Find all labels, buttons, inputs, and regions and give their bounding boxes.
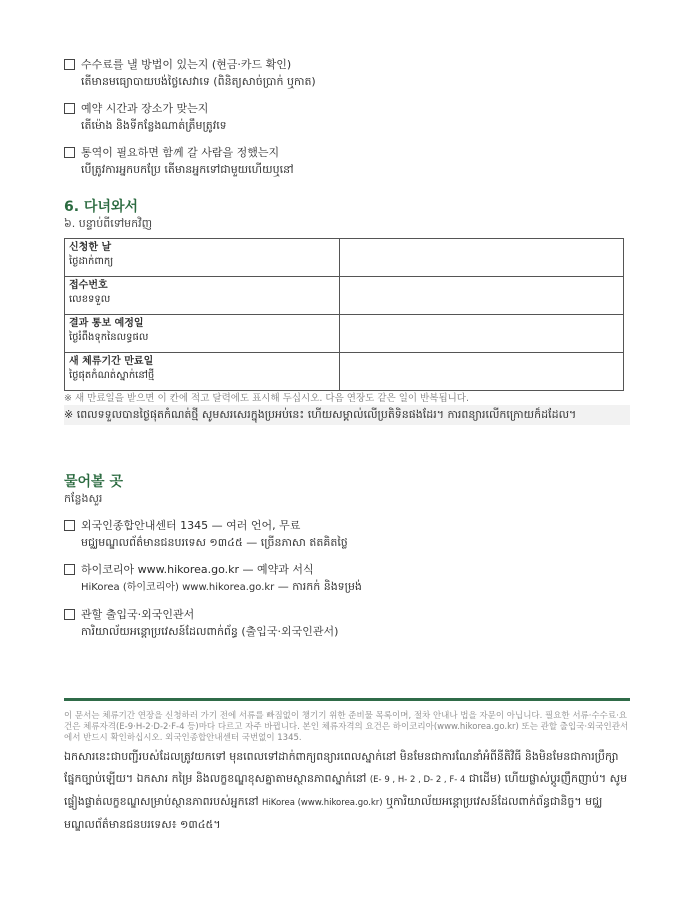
hikorea-site[interactable]: HiKorea (www.hikorea.go.kr)	[262, 798, 383, 808]
table-row	[65, 239, 624, 277]
item-km: តើមានមធ្យោបាយបង់ថ្លៃសេវាទេ (ពិនិត្យសាច់ប្រាក់ ឬកាត)	[81, 75, 316, 88]
item-ko: 통역이 필요하면 함께 갈 사람을 정했는지	[81, 146, 280, 159]
hikorea-link[interactable]: HiKorea (하이코리아) www.hikorea.go.kr	[81, 582, 275, 593]
contact-item[interactable]	[64, 561, 630, 596]
page-content	[64, 56, 630, 650]
note-km: ※ ពេលទទួលបានថ្ងៃផុតកំណត់ថ្មី សូមសរសេរក្នុងប្រអប់នេះ ហើយសម្គាល់លើប្រតិទិនផងដែរ។ ការពន្យារលើកក្រោយក៏ដដែល។	[64, 405, 630, 425]
table-row	[65, 277, 624, 315]
contacts-list	[64, 517, 630, 640]
contact-ko: 하이코리아 www.hikorea.go.kr — 예약과 서식	[81, 563, 314, 576]
row-label-km: ថ្ងៃដាក់ពាក្យ	[69, 256, 114, 267]
row-label-km: ថ្ងៃផុតកំណត់ស្នាក់នៅថ្មី	[69, 370, 155, 381]
contact-ko: 외국인종합안내센터 1345 — 여러 언어, 무료	[81, 519, 301, 532]
contact-km: ការិយាល័យអន្តោប្រវេសន៍ដែលពាក់ព័ន្ធ (출입국·외국인관서)	[81, 625, 339, 638]
item-km: បើត្រូវការអ្នកបកប្រែ តើមានអ្នកទៅជាមួយហើយឬនៅ	[81, 163, 294, 176]
row-label-km: ថ្ងៃរំពឹងទុកនៃលទ្ធផល	[69, 332, 149, 343]
footer	[64, 711, 630, 836]
checkbox[interactable]	[64, 564, 75, 575]
record-table	[64, 238, 624, 391]
visa-types: (E- 9 , H- 2 , D- 2 , F- 4	[369, 775, 466, 785]
disclaimer-ko: 이 문서는 체류기간 연장을 신청하러 가기 전에 서류를 빠짐없이 챙기기 위한 준비물 목록이며, 절차 안내나 법을 자문이 아닙니다. 필요한 서류·수수료·요건은 체류자격(E-9·H-2·D-2·F-4 등)마다 다르고 자주 바뀝니다. 본인 체류자격의 요건은 하이코리아(www.hikorea.go.kr) 또는 관할 출입국·외국인관서에서 반드시 확인하십시오. 외국인종합안내센터 국번없이 1345.	[64, 711, 629, 743]
checkbox[interactable]	[64, 59, 75, 70]
contact-item[interactable]	[64, 606, 630, 640]
contact-km: — ការកក់ និងទម្រង់	[274, 580, 362, 593]
checklist-item[interactable]	[64, 56, 630, 90]
row-label-km: លេខទទួល	[69, 294, 111, 305]
row-value-field[interactable]	[339, 277, 623, 315]
disclaimer-km: ឯកសារនេះជាបញ្ជីរបស់ដែលត្រូវយកទៅ មុនពេលទៅដាក់ពាក្យពន្យារពេលស្នាក់នៅ មិនមែនជាការណែនាំអំពីនីតិវិធី និងមិនមែនជាការប្រឹក្សាផ្នែកច្បាប់ឡើយ។ ឯកសារ កម្រៃ និងលក្ខខណ្ឌខុសគ្នាតាមស្ថានភាពស្នាក់នៅ (E- 9 , H- 2 , D- 2 , F- 4 ជាដើម) ហើយផ្លាស់ប្តូរញឹកញាប់។ សូមផ្ទៀងផ្ទាត់លក្ខខណ្ឌសម្រាប់ស្ថានភាពរបស់អ្នកនៅ HiKorea (www.hikorea.go.kr) ឬការិយាល័យអន្តោប្រវេសន៍ដែលពាក់ព័ន្ធជានិច្ច។ មជ្ឈមណ្ឌលព័ត៌មានជនបរទេស៖ ១៣៤៥។	[64, 750, 628, 831]
checkbox[interactable]	[64, 609, 75, 620]
table-row	[65, 315, 624, 353]
contact-ko: 관할 출입국·외국인관서	[81, 608, 195, 621]
row-label-ko: 신청한 날	[69, 242, 112, 253]
checkbox[interactable]	[64, 103, 75, 114]
row-value-field[interactable]	[339, 239, 623, 277]
checkbox[interactable]	[64, 147, 75, 158]
section-6-title-km: ៦. បន្ទាប់ពីទៅមកវិញ	[64, 217, 153, 230]
item-ko: 수수료를 낼 방법이 있는지 (현금·카드 확인)	[81, 58, 292, 71]
row-label-ko: 접수번호	[69, 280, 108, 291]
row-value-field[interactable]	[339, 353, 623, 391]
row-label-ko: 새 체류기간 만료일	[69, 356, 154, 367]
note-ko: ※ 새 만료일을 받으면 이 칸에 적고 달력에도 표시해 두십시오. 다음 연장도 같은 일이 반복됩니다.	[64, 393, 470, 404]
item-km: តើម៉ោង និងទីកន្លែងណាត់ត្រឹមត្រូវទេ	[81, 119, 227, 132]
checkbox[interactable]	[64, 520, 75, 531]
contacts-title-km: កន្លែងសួរ	[64, 492, 103, 505]
section-6-title: 6. 다녀와서	[64, 199, 139, 215]
contact-km: មជ្ឈមណ្ឌលព័ត៌មានជនបរទេស ១៣៤៥ — ច្រើនភាសា ឥតគិតថ្លៃ	[81, 536, 348, 549]
checklist-item[interactable]	[64, 144, 630, 178]
checklist-top	[64, 56, 630, 178]
row-label-ko: 결과 통보 예정일	[69, 318, 144, 329]
footer-divider	[64, 698, 630, 701]
table-row	[65, 353, 624, 391]
contact-item[interactable]	[64, 517, 630, 551]
contacts-title: 물어볼 곳	[64, 474, 123, 490]
checklist-item[interactable]	[64, 100, 630, 134]
row-value-field[interactable]	[339, 315, 623, 353]
item-ko: 예약 시간과 장소가 맞는지	[81, 102, 209, 115]
